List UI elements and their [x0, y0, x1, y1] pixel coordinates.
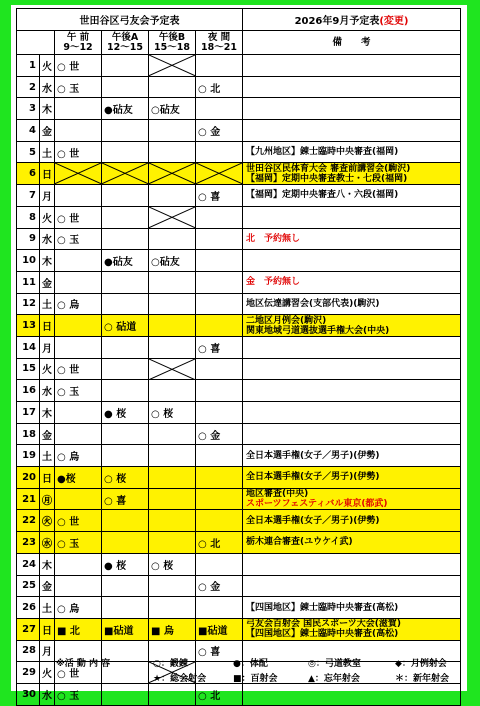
note-line: 全日本選手権(女子／男子)(伊勢)	[246, 515, 380, 526]
schedule-row	[17, 293, 461, 315]
row-weekday: 土	[40, 293, 55, 315]
legend-taihai: ●：体配	[233, 659, 268, 669]
row-slot-2	[102, 597, 149, 619]
row-slot-1: ○ 世	[55, 206, 102, 228]
row-slot-4	[196, 358, 243, 380]
row-day: 3	[17, 98, 40, 120]
schedule-row	[17, 271, 461, 293]
row-slot-2	[102, 185, 149, 207]
schedule-row	[17, 510, 461, 532]
schedule-row	[17, 55, 461, 77]
schedule-row	[17, 597, 461, 619]
row-slot-1	[55, 120, 102, 142]
row-slot-2	[102, 228, 149, 250]
schedule-row	[17, 76, 461, 98]
note-line: 関東地域弓道選抜選手権大会(中央)	[246, 325, 390, 336]
note-line: 全日本選手権(女子／男子)(伊勢)	[246, 472, 380, 483]
row-weekday: 日	[40, 467, 55, 489]
legend-tanren: ○：鍛錬	[153, 659, 188, 669]
row-notes	[243, 315, 461, 337]
note-line: 北 予約無し	[246, 233, 301, 244]
row-notes	[243, 402, 461, 424]
row-weekday: 木	[40, 250, 55, 272]
row-day: 12	[17, 293, 40, 315]
schedule-row	[17, 315, 461, 337]
row-weekday: ㊌	[40, 532, 55, 554]
row-notes	[243, 467, 461, 489]
legend-caption: ※活 動 内 容	[56, 659, 111, 669]
note-line: 栃木連合審査(ユウケイ武)	[246, 537, 353, 548]
row-day: 14	[17, 336, 40, 358]
row-slot-2	[102, 271, 149, 293]
row-slot-1	[55, 185, 102, 207]
row-slot-1	[55, 163, 102, 185]
row-day: 7	[17, 185, 40, 207]
row-slot-4	[196, 553, 243, 575]
header-blank	[17, 31, 55, 55]
row-slot-4: ■砧道	[196, 618, 243, 640]
row-slot-3	[149, 445, 196, 467]
row-slot-1: ●桜	[55, 467, 102, 489]
row-slot-2	[102, 120, 149, 142]
row-weekday: 水	[40, 76, 55, 98]
schedule-row	[17, 445, 461, 467]
row-day: 27	[17, 618, 40, 640]
row-slot-1	[55, 402, 102, 424]
row-slot-3	[149, 467, 196, 489]
row-day: 20	[17, 467, 40, 489]
row-day: 4	[17, 120, 40, 142]
page-title: 世田谷区弓友会予定表	[17, 9, 243, 31]
row-weekday: 水	[40, 683, 55, 705]
row-weekday: 火	[40, 358, 55, 380]
row-day: 23	[17, 532, 40, 554]
row-weekday: 水	[40, 228, 55, 250]
row-weekday: 月	[40, 640, 55, 662]
row-notes	[243, 185, 461, 207]
row-slot-1: ○ 玉	[55, 228, 102, 250]
row-notes	[243, 293, 461, 315]
row-notes	[243, 510, 461, 532]
note-line: 地区審査(中央)	[246, 489, 309, 500]
row-notes	[243, 336, 461, 358]
row-slot-3	[149, 336, 196, 358]
row-slot-2	[102, 206, 149, 228]
row-slot-4: ○ 喜	[196, 185, 243, 207]
note-line: 全日本選手権(女子／男子)(伊勢)	[246, 450, 380, 461]
row-slot-1: ○ 玉	[55, 532, 102, 554]
row-notes	[243, 250, 461, 272]
row-slot-4	[196, 141, 243, 163]
row-slot-4	[196, 510, 243, 532]
row-weekday: 日	[40, 163, 55, 185]
row-day: 25	[17, 575, 40, 597]
legend-monthly: ◆：月例射会	[395, 659, 447, 669]
row-slot-1: ○ 玉	[55, 76, 102, 98]
schedule-row	[17, 120, 461, 142]
row-slot-2: ● 桜	[102, 402, 149, 424]
row-slot-1: ○ 世	[55, 141, 102, 163]
row-slot-1: ○ 烏	[55, 445, 102, 467]
schedule-table	[16, 8, 461, 706]
row-notes	[243, 76, 461, 98]
row-weekday: ㊊	[40, 488, 55, 510]
row-slot-3	[149, 185, 196, 207]
header-notes: 備 考	[243, 31, 461, 55]
row-slot-1: ○ 世	[55, 662, 102, 684]
year-month-title	[243, 9, 461, 31]
schedule-row	[17, 488, 461, 510]
legend-bonen: ▲：忘年射会	[308, 674, 360, 684]
row-slot-2	[102, 76, 149, 98]
row-slot-3	[149, 293, 196, 315]
row-slot-2: ○ 砧道	[102, 315, 149, 337]
row-slot-3	[149, 206, 196, 228]
row-weekday: 金	[40, 423, 55, 445]
row-day: 11	[17, 271, 40, 293]
row-slot-1	[55, 488, 102, 510]
changed-label: (変更)	[379, 16, 409, 27]
row-slot-1: ■ 北	[55, 618, 102, 640]
note-line: 弓友会百射会 国民スポーツ大会(滋賀)	[246, 619, 402, 630]
row-weekday: 火	[40, 662, 55, 684]
row-slot-1	[55, 315, 102, 337]
schedule-row	[17, 467, 461, 489]
row-notes	[243, 228, 461, 250]
schedule-row	[17, 206, 461, 228]
legend-general: ★：総会射会	[153, 674, 207, 684]
row-weekday: 木	[40, 98, 55, 120]
note-line: 地区伝達講習会(支部代表)(駒沢)	[246, 298, 380, 309]
row-slot-2	[102, 336, 149, 358]
row-slot-3	[149, 76, 196, 98]
row-slot-4: ○ 金	[196, 120, 243, 142]
row-slot-4: ○ 北	[196, 683, 243, 705]
note-line: 世田谷区民体育大会 審査前講習会(駒沢)	[246, 163, 411, 174]
row-day: 1	[17, 55, 40, 77]
row-notes	[243, 163, 461, 185]
row-slot-4	[196, 271, 243, 293]
note-line: 金 予約無し	[246, 277, 301, 288]
row-day: 28	[17, 640, 40, 662]
row-slot-3	[149, 488, 196, 510]
row-slot-2: ●砧友	[102, 98, 149, 120]
row-day: 30	[17, 683, 40, 705]
row-slot-3	[149, 597, 196, 619]
row-slot-2	[102, 423, 149, 445]
legend-shinnen: ＊：新年射会	[395, 674, 450, 684]
row-slot-1: ○ 世	[55, 510, 102, 532]
row-slot-3	[149, 510, 196, 532]
row-weekday: 月	[40, 336, 55, 358]
row-slot-3	[149, 120, 196, 142]
row-notes	[243, 380, 461, 402]
schedule-row	[17, 402, 461, 424]
row-slot-4	[196, 467, 243, 489]
schedule-row	[17, 532, 461, 554]
schedule-row	[17, 618, 461, 640]
schedule-row	[17, 98, 461, 120]
row-slot-2	[102, 532, 149, 554]
row-notes	[243, 532, 461, 554]
row-slot-3	[149, 163, 196, 185]
row-slot-4	[196, 488, 243, 510]
row-day: 2	[17, 76, 40, 98]
row-notes	[243, 55, 461, 77]
row-weekday: 金	[40, 575, 55, 597]
row-slot-3	[149, 423, 196, 445]
row-slot-4: ○ 喜	[196, 640, 243, 662]
row-notes	[243, 358, 461, 380]
row-notes	[243, 445, 461, 467]
row-slot-4	[196, 402, 243, 424]
row-slot-4	[196, 250, 243, 272]
row-slot-4	[196, 597, 243, 619]
row-slot-1	[55, 553, 102, 575]
row-slot-4	[196, 163, 243, 185]
year-month-label: 2026年9月予定表	[294, 16, 380, 27]
schedule-row	[17, 228, 461, 250]
row-weekday: 土	[40, 141, 55, 163]
row-slot-3: ○砧友	[149, 98, 196, 120]
header-slot4: 夜 間 18～21	[196, 31, 243, 55]
row-notes	[243, 575, 461, 597]
row-slot-1: ○ 世	[55, 55, 102, 77]
note-line: 【四国地区】錬士臨時中央審査(高松)	[246, 629, 399, 640]
row-slot-2	[102, 380, 149, 402]
row-weekday: 月	[40, 185, 55, 207]
row-slot-2	[102, 510, 149, 532]
row-slot-2	[102, 358, 149, 380]
row-day: 6	[17, 163, 40, 185]
row-weekday: 火	[40, 206, 55, 228]
schedule-row	[17, 575, 461, 597]
row-day: 16	[17, 380, 40, 402]
row-slot-4	[196, 445, 243, 467]
row-slot-2: ● 桜	[102, 553, 149, 575]
row-weekday: 日	[40, 315, 55, 337]
row-slot-4: ○ 喜	[196, 336, 243, 358]
schedule-row	[17, 380, 461, 402]
row-day: 22	[17, 510, 40, 532]
legend-kyudo-class: ◎：弓道教室	[308, 659, 361, 669]
row-notes	[243, 120, 461, 142]
row-slot-4: ○ 金	[196, 575, 243, 597]
row-day: 18	[17, 423, 40, 445]
row-slot-2	[102, 163, 149, 185]
row-slot-4	[196, 228, 243, 250]
note-line: 二地区月例会(駒沢)	[246, 315, 327, 326]
row-slot-4: ○ 北	[196, 76, 243, 98]
row-slot-4	[196, 315, 243, 337]
row-day: 13	[17, 315, 40, 337]
header-slot1: 午 前 9～12	[55, 31, 102, 55]
schedule-row	[17, 423, 461, 445]
row-notes	[243, 206, 461, 228]
schedule-row	[17, 185, 461, 207]
row-day: 17	[17, 402, 40, 424]
row-day: 9	[17, 228, 40, 250]
row-weekday: 金	[40, 271, 55, 293]
row-slot-3	[149, 271, 196, 293]
row-slot-1	[55, 271, 102, 293]
row-slot-3: ■ 烏	[149, 618, 196, 640]
legend-hyakusha: ■：百射会	[233, 674, 278, 684]
row-slot-3: ○ 桜	[149, 402, 196, 424]
row-slot-3	[149, 532, 196, 554]
row-day: 15	[17, 358, 40, 380]
row-slot-2	[102, 55, 149, 77]
row-slot-1: ○ 世	[55, 358, 102, 380]
row-day: 21	[17, 488, 40, 510]
row-slot-3: ○ 桜	[149, 553, 196, 575]
row-slot-1	[55, 423, 102, 445]
row-slot-4	[196, 55, 243, 77]
row-slot-3	[149, 358, 196, 380]
row-weekday: 金	[40, 120, 55, 142]
row-slot-3	[149, 228, 196, 250]
row-slot-3	[149, 141, 196, 163]
row-slot-3	[149, 380, 196, 402]
row-slot-2: ■砧道	[102, 618, 149, 640]
row-slot-4: ○ 北	[196, 532, 243, 554]
row-weekday: 土	[40, 445, 55, 467]
row-slot-2: ○ 喜	[102, 488, 149, 510]
row-slot-2	[102, 575, 149, 597]
header-slot2: 午後A 12～15	[102, 31, 149, 55]
row-slot-2	[102, 293, 149, 315]
row-slot-2: ●砧友	[102, 250, 149, 272]
row-day: 24	[17, 553, 40, 575]
note-line: 【九州地区】錬士臨時中央審査(福岡)	[246, 147, 399, 158]
row-slot-1: ○ 玉	[55, 380, 102, 402]
header-slot3: 午後B 15～18	[149, 31, 196, 55]
note-line: 【四国地区】錬士臨時中央審査(高松)	[246, 602, 399, 613]
row-weekday: 土	[40, 597, 55, 619]
row-notes	[243, 98, 461, 120]
row-weekday: 日	[40, 618, 55, 640]
row-weekday: 水	[40, 380, 55, 402]
schedule-row	[17, 163, 461, 185]
note-line: 【福岡】定期中央審査八・六段(福岡)	[246, 190, 399, 201]
row-notes	[243, 423, 461, 445]
row-notes	[243, 553, 461, 575]
schedule-row	[17, 358, 461, 380]
row-slot-2	[102, 141, 149, 163]
row-notes	[243, 618, 461, 640]
row-slot-3: ○砧友	[149, 250, 196, 272]
row-weekday: 木	[40, 553, 55, 575]
row-slot-3	[149, 55, 196, 77]
row-slot-4: ○ 金	[196, 423, 243, 445]
row-slot-1	[55, 336, 102, 358]
row-day: 8	[17, 206, 40, 228]
row-slot-4	[196, 293, 243, 315]
row-weekday: 火	[40, 55, 55, 77]
row-slot-3	[149, 575, 196, 597]
row-notes	[243, 488, 461, 510]
row-day: 19	[17, 445, 40, 467]
schedule-row	[17, 553, 461, 575]
row-slot-1: ○ 玉	[55, 683, 102, 705]
row-slot-1: ○ 烏	[55, 597, 102, 619]
row-slot-4	[196, 98, 243, 120]
note-line: スポーツフェスティバル東京(都武)	[246, 499, 388, 510]
schedule-row	[17, 250, 461, 272]
schedule-row	[17, 141, 461, 163]
row-slot-4	[196, 380, 243, 402]
row-slot-2: ○ 桜	[102, 467, 149, 489]
note-line: 【福岡】定期中央審査教士・七段(福岡)	[246, 173, 408, 184]
row-weekday: 木	[40, 402, 55, 424]
row-slot-1	[55, 98, 102, 120]
row-slot-3	[149, 315, 196, 337]
row-day: 29	[17, 662, 40, 684]
row-notes	[243, 597, 461, 619]
row-slot-1	[55, 575, 102, 597]
row-slot-1	[55, 250, 102, 272]
row-weekday: ㊋	[40, 510, 55, 532]
row-day: 26	[17, 597, 40, 619]
row-day: 5	[17, 141, 40, 163]
row-day: 10	[17, 250, 40, 272]
legend	[28, 656, 458, 692]
row-slot-2	[102, 445, 149, 467]
row-notes	[243, 141, 461, 163]
row-notes	[243, 271, 461, 293]
row-slot-1: ○ 烏	[55, 293, 102, 315]
row-slot-4	[196, 206, 243, 228]
schedule-row	[17, 336, 461, 358]
